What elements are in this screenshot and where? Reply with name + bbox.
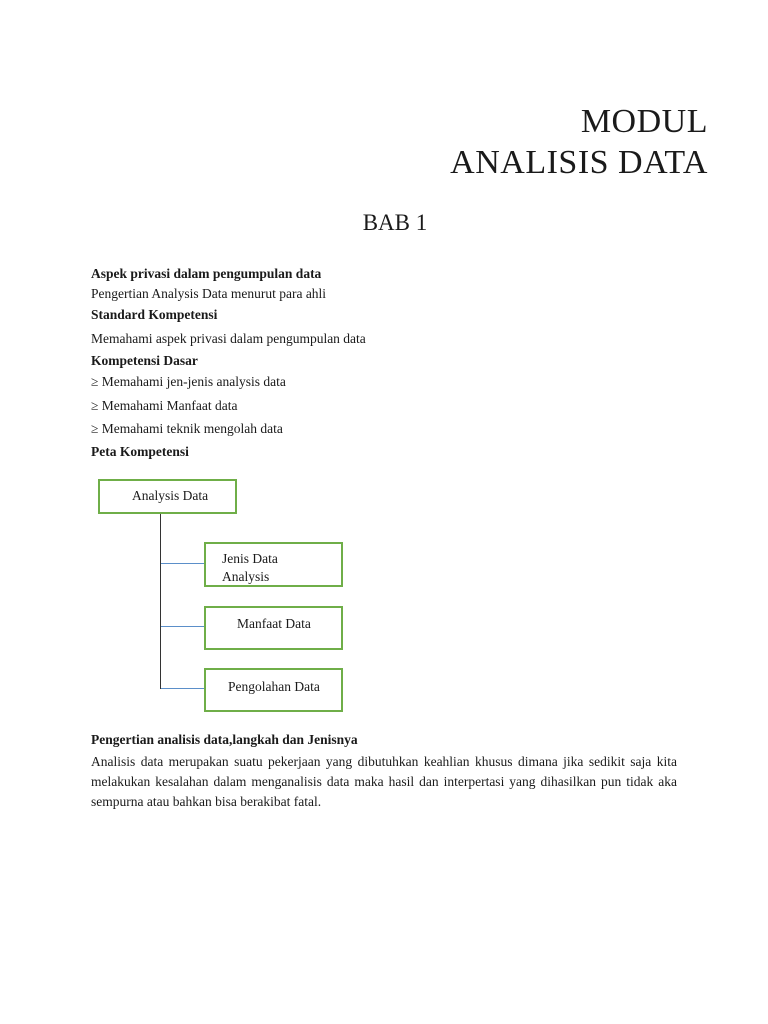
diagram-child-box <box>204 668 343 712</box>
dasar-item: ≥ Memahami jen-jenis analysis data <box>91 374 286 389</box>
dasar-item: ≥ Memahami teknik mengolah data <box>91 421 283 436</box>
standard-heading: Standard Kompetensi <box>91 307 218 322</box>
aspek-heading: Aspek privasi dalam pengumpulan data <box>91 266 322 281</box>
module-title-line1: MODUL <box>580 103 708 140</box>
dasar-heading: Kompetensi Dasar <box>91 353 198 368</box>
diagram-child-box <box>204 606 343 650</box>
diagram-trunk-line <box>160 514 161 689</box>
diagram-root-box <box>98 479 237 514</box>
diagram-connector <box>161 563 204 564</box>
pengertian-heading: Pengertian analisis data,langkah dan Jenisnya <box>91 732 358 747</box>
diagram-child-label: Manfaat Data <box>237 616 311 631</box>
dasar-item: ≥ Memahami Manfaat data <box>91 398 238 413</box>
diagram-child-label: Jenis Data <box>222 551 278 566</box>
pengertian-paragraph: Analisis data merupakan suatu pekerjaan yang dibutuhkan keahlian khusus dimana jika sedikit saja kita melakukan kesalahan dalam menganalisis data maka hasil dan interpertasi yang dihasilkan pun tidak aka sempurna atau bahkan bisa berakibat fatal. <box>91 754 677 809</box>
standard-text: Memahami aspek privasi dalam pengumpulan data <box>91 331 366 346</box>
diagram-connector <box>161 688 204 689</box>
peta-heading: Peta Kompetensi <box>91 444 189 459</box>
diagram-child-box <box>204 542 343 587</box>
chapter-heading: BAB 1 <box>362 210 428 235</box>
diagram-root-label: Analysis Data <box>132 488 209 503</box>
aspek-text: Pengertian Analysis Data menurut para ahli <box>91 286 327 301</box>
module-title-line2: ANALISIS DATA <box>450 144 708 181</box>
diagram-child-label: Pengolahan Data <box>228 679 320 694</box>
diagram-connector <box>161 626 204 627</box>
diagram-child-label: Analysis <box>222 569 270 584</box>
